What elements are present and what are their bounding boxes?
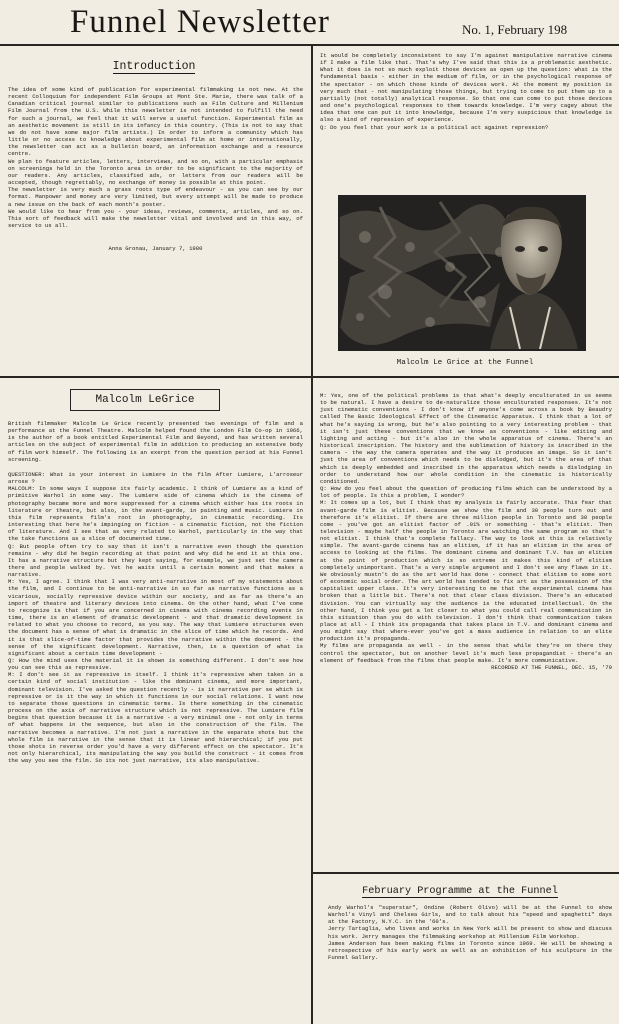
introduction-body — [8, 86, 303, 368]
masthead-rule — [0, 44, 619, 46]
photo-caption: Malcolm Le Grice at the Funnel — [396, 359, 534, 367]
february-item: Jerry Tartaglia, who lives and works in New York will be present to show and discuss his work. Jerry manages the filmmaking workshop at Millenium Film Workshop. — [328, 925, 612, 940]
portrait-photo — [338, 195, 586, 351]
legrice-question: Q: How the mind uses the material it is shown is something different. I don't see how you can see this as repressive. — [8, 657, 303, 672]
bottom-column-divider — [311, 377, 313, 1024]
recorded-note: RECORDED AT THE FUNNEL, DEC. 15, '79 — [491, 663, 612, 671]
february-heading: February Programme at the Funnel — [362, 886, 558, 897]
top-column-divider — [311, 46, 313, 376]
mid-right-question: Q: How do you feel about the question of producing films which can be understood by a lot of people. Is this a problem, I wonder? — [320, 485, 612, 500]
legrice-heading: Malcolm LeGrice — [70, 389, 220, 411]
top-right-paragraph: It would be completely inconsistent to say I'm against manipulative narrative cinema if I make a film like that. That's why I've said that this is a problematic aesthetic. What it does is not so much exploit those devices as open up the question: what is the fundamental basis - either in the medium of film, or in the psychological response of the spectator - on which those kinds of devices work. At the moment my position is very much that - not manipulating those things, but trying to come to put them up to a partially (not totally) analytical response. So that one can come to put those devices and one's psychological responses to them towards knowledge. I'm very cagey about the idea that one can put it into knowledge, because I'm very suspicious that knowledge is also a kind of repression of experience. — [320, 52, 612, 124]
legrice-answer: M: I don't see it as repressive in itself. I think it's repressive when taken in a certain kind of social institution - like the dominant cinema, and more important, dominant television. I've asked the question recently - is it narrative per se which is repressive or is it the way in which it functions in our social relations. I want now to separate those questions in cinematic terms. Is there something in the cinematic process on the axis of narrative structure which is not repressive. The Lumiere film begins that question because it is a narrative - a very minimal one - not only in terms of what happens in the sequence, but also in the construction of the film. The narrative becomes a narrative. I'm not just a narrative in the separate shots but the whole film is narrative in the sense that it is linear and hierarchical; if you put those shots in reverse order you'd have a very different effect on the spectator. It's not only hierarchical, its manipulating the way you build the construct - it comes from the way you see the film. So its not just narrative, its also manipulative. — [8, 671, 303, 765]
mid-right-answer: My films are propaganda as well - in the sense that while they're on there they control the spectator, but on another level it's much less propagandist - there's an element of feedback from the films that people make. It's more communicative. — [320, 642, 612, 664]
mid-right-body — [320, 392, 612, 868]
intro-paragraph: We plan to feature articles, letters, interviews, and so on, with a particular emphasis on screenings held in the Toronto area in order to be significant to the majority of our readers. Any articles, classified ads, or letters from our readers will be accepted, though regrettably, no exchange of money is possible at this point. — [8, 157, 303, 187]
legrice-question: Q: But people often try to say that it isn't a narrative even though the question remains - why did he begin recording at that point and why did he end it at this one. It has a narrative structure but they kept saying, for example, we just set the camera there and people walked by. Yet he waits until a certain moment and that makes a narrative. — [8, 542, 303, 579]
february-rule — [312, 872, 619, 874]
introduction-heading: Introduction — [112, 60, 196, 73]
intro-paragraph: We would like to hear from you - your ideas, reviews, comments, articles, and so on. This sort of feedback will make the newsletter vital and involved and in this way, of service to us all. — [8, 207, 303, 229]
february-body — [328, 904, 612, 1020]
masthead-title: Funnel Newsletter — [70, 4, 330, 40]
top-right-question: Q: Do you feel that your work is a political act against repression? — [320, 123, 549, 131]
mid-right-answer: M: Yes, one of the political problems is that what's deeply enculturated in us seems to be natural. I have a desire to de-naturalize those enculturated responses. It's not just cinematic conventions - I don't know if anyone's come across a book by Beaudry called The Basic Ideological Effect of the Cinematic Apparatus. I think that a lot of what he's saying is wrong, but he's also pointing to a very interesting problem - that it isn't just these conventions that we know as conventions - like editing and lighting and acting - but it's also in the whole apparatus of cinema. There's an historical inscription. The history and the sublimation of history is inscribed in the camera - the way the camera operates and the way it produces an image. So it isn't just the area of conventions which needs to be dislodged, but it's the area of that which is deeply embedded and inscribed in the apparatus which needs a dislodging in order to understand how our whole condition in the cinematic is historically conditioned. — [320, 392, 612, 485]
mid-right-answer: M: It comes up a lot, but I think that my analysis is fairly accurate. This fear that avant-garde film is elitist. Because we show the film and 30 people turn out and therefore it's elitist. If there are three million people in Toronto and 30 people come - you've got an elitist factor of .01% or something - that's elitist. Then television - maybe half the people in Toronto are watching the same program so that's not elitist. I think that's complete fallacy. The way to look at this is relatively simple. The avant-garde cinema has an elitism, if it has an elitism in the area of access to looking at the films. The dominant cinema and dominant T.V. has an elitism at the point of production which is so extreme it makes this kind of elitism completely unimportant. That's a very simple argument and I don't see any flaws in it. We obviously mustn't do as the art world has done - connect that elitism to some sort of economic social order. The art world has tended to fix art as the possession of the capitalist upper class. It's very interesting to me that the experimental cinema has broken that a little bit. There's not that clear class division. There's an educated division. You can virtually say the audience is the educated intellectual. On the other hand, I think you get a lot closer to what you could call real communication in this situation than you do with television. I don't think that communication takes place at all - I think its propaganda that takes place in T.V. and dominant cinema and you might say that where-ever you've got a mass audience in relation to an elite production it's propaganda. — [320, 499, 612, 643]
legrice-answer: MALCOLM: In some ways I suppose its fairly academic. I think of Lumiere as a kind of primitive Warhol in some way. The Lumiere side of cinema which is the cinema of photography became more and more suppressed for a cinema which either has its roots in literature or theatre, but also, in the avant-garde, in painting and music. Lumiere in this film represents film's root in photography, in cinematic recording. Its interesting that here he's impinging on fiction - a cinematic fiction, not the fiction of literature. And I see that as very related to Warhol, particularly in the way that the take functions as a slice of documented time. — [8, 485, 303, 543]
legrice-question: QUESTIONER: What is your interest in Lumiere in the film After Lumiere, L'arroseur arrose ? — [8, 470, 303, 486]
middle-rule — [0, 376, 619, 378]
portrait-photo-graphic — [340, 197, 584, 349]
intro-paragraph: The idea of some kind of publication for experimental filmmaking is not new. At the recent Colloquium for independent Film Groups at Mont Ste. Marie, there was talk of a Canadian critical journal similar to publications such as Film Culture and Millenium Film Journal from the U.S. While this newsletter is not intended to fulfill the need for such a journal, we feel that it will serve a useful function. Experimental film as an aesthetic movement is still in its infancy in this country. (This is not to say that we do not have some major film artists.) In order to inform a community which has little or no access to knowledge about experimental film at home or internationally, the newsletter can act as a bulletin board, an information exchange and a resource centre. — [8, 86, 303, 158]
intro-paragraph: The newsletter is very much a grass roots type of endeavour - as you can see by our format. Manpower and money are very limited, but every attempt will be made to produce a new issue on the back of each month's poster. — [8, 186, 303, 208]
legrice-answer: M: Yes, I agree. I think that I was very anti-narrative in most of my statements about the film, and I continue to be anti-narrative in so far as narrative functions as a vicarious, socially repressive device within our society, and as far as there's an import of theatre and literary devices into cinema. On the other hand, what I've come to recognize is that if you are concerned in cinema with cinema recording events in time, there is an element of dramatic development - and that dramatic development is related to what you choose to record, as you say. The way that Lumiere structures even the document has a sense of what is dramatic in the slice of time which he records. And it is that slice-of-time factor that provides the narrative within the document - the sense of the significant development. Narrative, then, is a question of what is significant about a certain time development - — [8, 578, 303, 657]
issue-label: No. 1, February 198 — [462, 22, 568, 37]
top-right-body — [320, 52, 612, 192]
legrice-body — [8, 420, 303, 1020]
intro-signature: Anna Gronau, January 7, 1980 — [108, 245, 203, 253]
february-item: Andy Warhol's "superstar", Ondine (Robert Olivo) will be at the Funnel to show Warhol's Vinyl and Chelsea Girls, and to talk about his "speed and spaghetti" days at the Factory, N.Y.C. in the '60's. — [328, 904, 612, 926]
legrice-intro: British filmmaker Malcolm Le Grice recently presented two evenings of film and a performance at the Funnel Theatre. Malcolm helped found the London Film Co-op in 1966, is the author of a book entitled Experimental Film and Beyond, and has written several articles on the subject of experimental film in addition to producing an extensive body of film work himself. The following is an exerpt from the question period at his Funnel screening. — [8, 420, 303, 463]
february-item: James Anderson has been making films in Toronto since 1969. He will be showing a retrospective of his early work as well as an exhibition of his sculpture in the Funnel Gallery. — [328, 939, 612, 962]
